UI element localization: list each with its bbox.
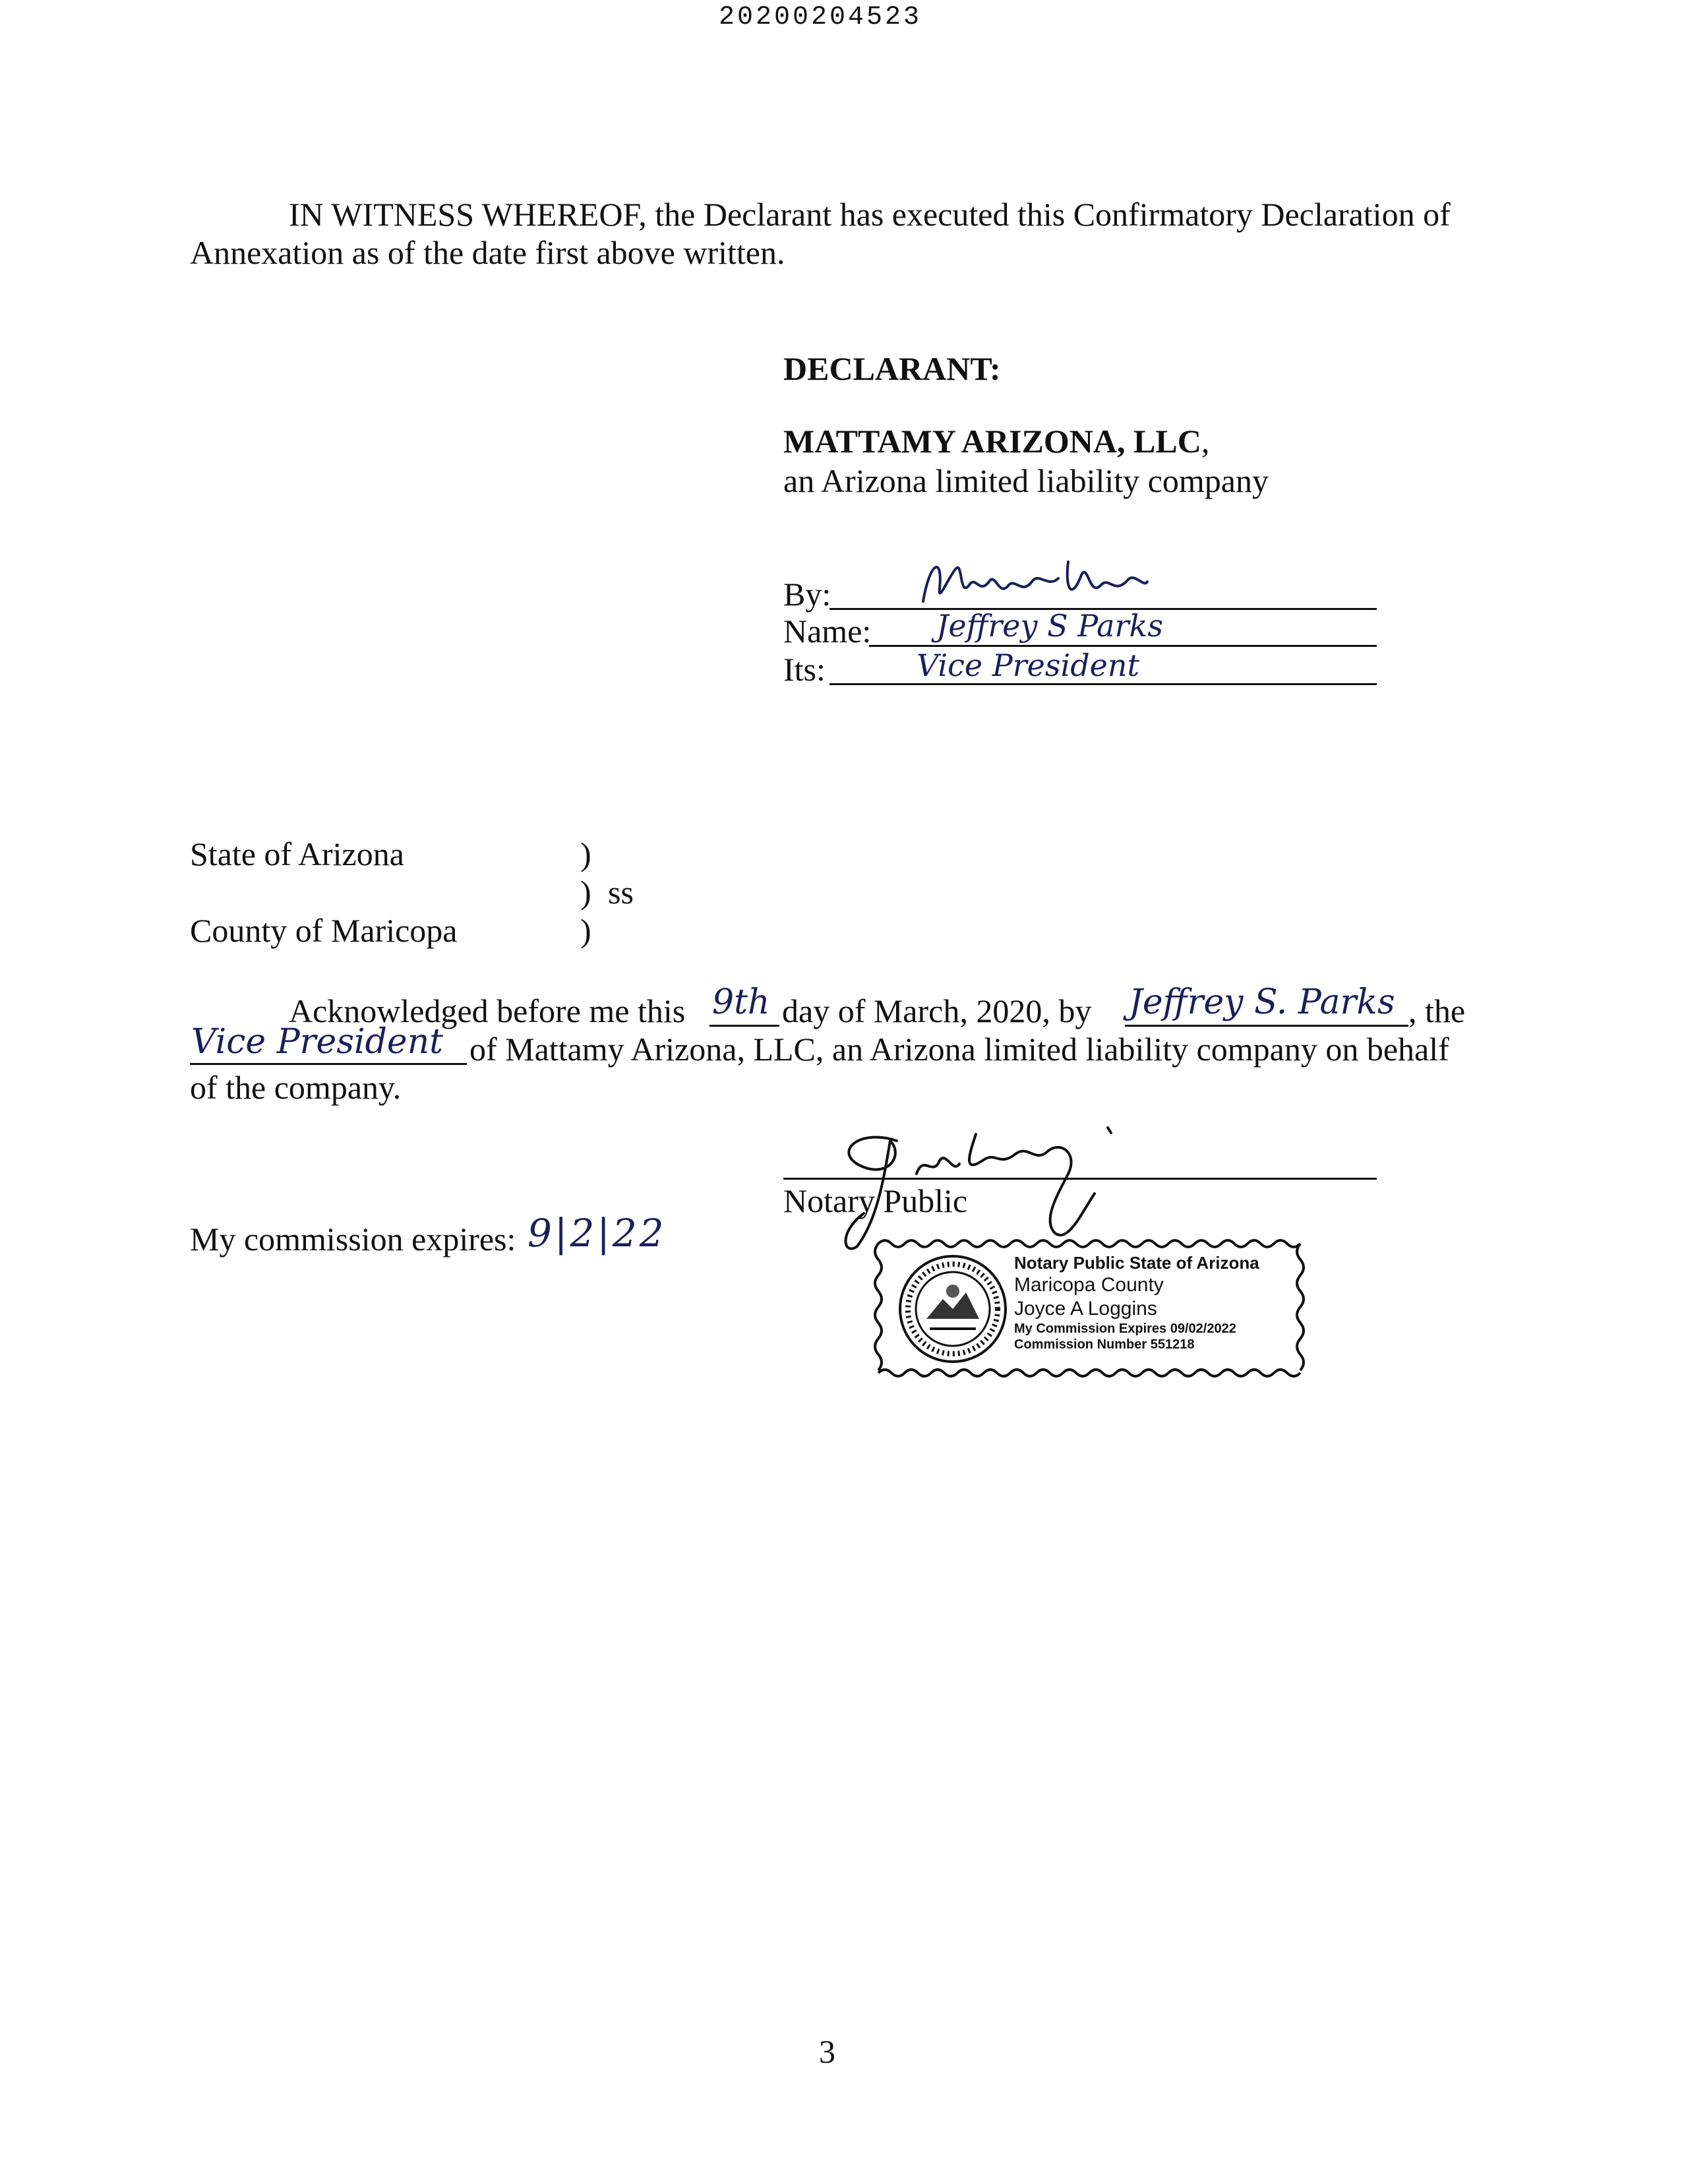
venue-state: State of Arizona	[190, 835, 404, 872]
ack-text-2: day of March, 2020, by	[782, 992, 1092, 1029]
commission-value: 9|2|22	[528, 1211, 667, 1256]
venue-paren-3: )	[580, 912, 591, 949]
declarant-heading: DECLARANT:	[783, 350, 1001, 387]
stamp-line-2: Maricopa County	[1014, 1274, 1164, 1296]
name-value: Jeffrey S Parks	[936, 608, 1163, 644]
ack-title-line	[190, 1063, 467, 1065]
stamp-line-4: My Commission Expires 09/02/2022	[1014, 1321, 1236, 1336]
name-label: Name:	[783, 613, 872, 650]
its-label: Its:	[783, 651, 826, 688]
ack-text-5: of the company.	[190, 1069, 402, 1106]
notary-stamp	[870, 1234, 1312, 1382]
ack-text-3: , the	[1408, 992, 1466, 1029]
declarant-company-line	[783, 422, 1209, 460]
stamp-line-1: Notary Public State of Arizona	[1014, 1253, 1259, 1273]
commission-label: My commission expires:	[190, 1221, 516, 1258]
ack-day-line	[709, 1025, 779, 1027]
ack-text-4: of Mattamy Arizona, LLC, an Arizona limited liability company on behalf	[469, 1031, 1449, 1068]
recording-number: 20200204523	[719, 3, 922, 32]
ack-person-line	[1125, 1025, 1408, 1027]
witness-line-1: IN WITNESS WHEREOF, the Declarant has executed this Confirmatory Declaration of	[289, 196, 1451, 233]
venue-county: County of Maricopa	[190, 912, 458, 949]
ack-text-1: Acknowledged before me this	[289, 992, 686, 1029]
ack-title: Vice President	[191, 1022, 444, 1062]
declarant-company: MATTAMY ARIZONA, LLC	[783, 423, 1201, 460]
by-label: By:	[783, 576, 831, 613]
page-number: 3	[819, 2033, 835, 2070]
venue-paren-1: )	[580, 835, 591, 872]
name-line	[869, 645, 1377, 647]
stamp-line-3: Joyce A Loggins	[1014, 1298, 1157, 1320]
its-value: Vice President	[917, 648, 1139, 683]
its-line	[829, 683, 1377, 685]
venue-ss: ss	[608, 874, 634, 911]
arizona-seal-icon	[897, 1253, 1009, 1365]
ack-person: Jeffrey S. Parks	[1129, 983, 1395, 1022]
declarant-company-suffix: ,	[1201, 423, 1210, 460]
declarant-signature	[917, 549, 1154, 615]
declarant-company-desc: an Arizona limited liability company	[783, 462, 1269, 499]
venue-paren-2: )	[580, 874, 591, 911]
notary-label: Notary Public	[783, 1182, 968, 1219]
ack-day: 9th	[712, 983, 770, 1022]
stamp-line-5: Commission Number 551218	[1014, 1337, 1195, 1352]
witness-line-2: Annexation as of the date first above written.	[190, 234, 785, 271]
